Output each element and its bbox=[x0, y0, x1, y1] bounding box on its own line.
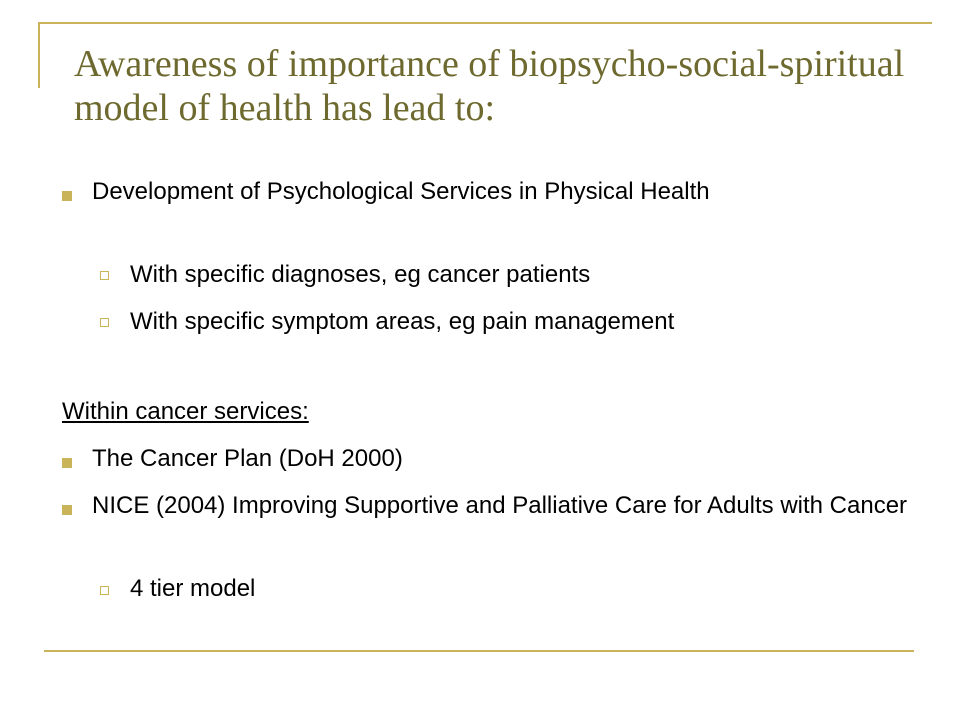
sub-bullet-item: 4 tier model bbox=[130, 575, 256, 602]
sub-bullet-square-icon bbox=[100, 318, 109, 327]
sub-bullet-item: With specific symptom areas, eg pain management bbox=[130, 308, 675, 335]
bullet-square-icon bbox=[62, 505, 72, 515]
left-rule bbox=[38, 22, 40, 88]
bottom-rule bbox=[44, 650, 914, 652]
bullet-square-icon bbox=[62, 458, 72, 468]
bullet-item: The Cancer Plan (DoH 2000) bbox=[92, 445, 403, 472]
bullet-item: NICE (2004) Improving Supportive and Palliative Care for Adults with Cancer bbox=[92, 492, 908, 519]
sub-bullet-square-icon bbox=[100, 586, 109, 595]
bullet-item: Development of Psychological Services in Physical Health bbox=[92, 178, 710, 205]
section-heading: Within cancer services: bbox=[62, 398, 309, 425]
bullet-square-icon bbox=[62, 191, 72, 201]
sub-bullet-item: With specific diagnoses, eg cancer patients bbox=[130, 261, 591, 288]
top-rule bbox=[38, 22, 932, 24]
slide-title: Awareness of importance of biopsycho-social-spiritual model of health has lead to: bbox=[74, 43, 905, 129]
sub-bullet-square-icon bbox=[100, 271, 109, 280]
